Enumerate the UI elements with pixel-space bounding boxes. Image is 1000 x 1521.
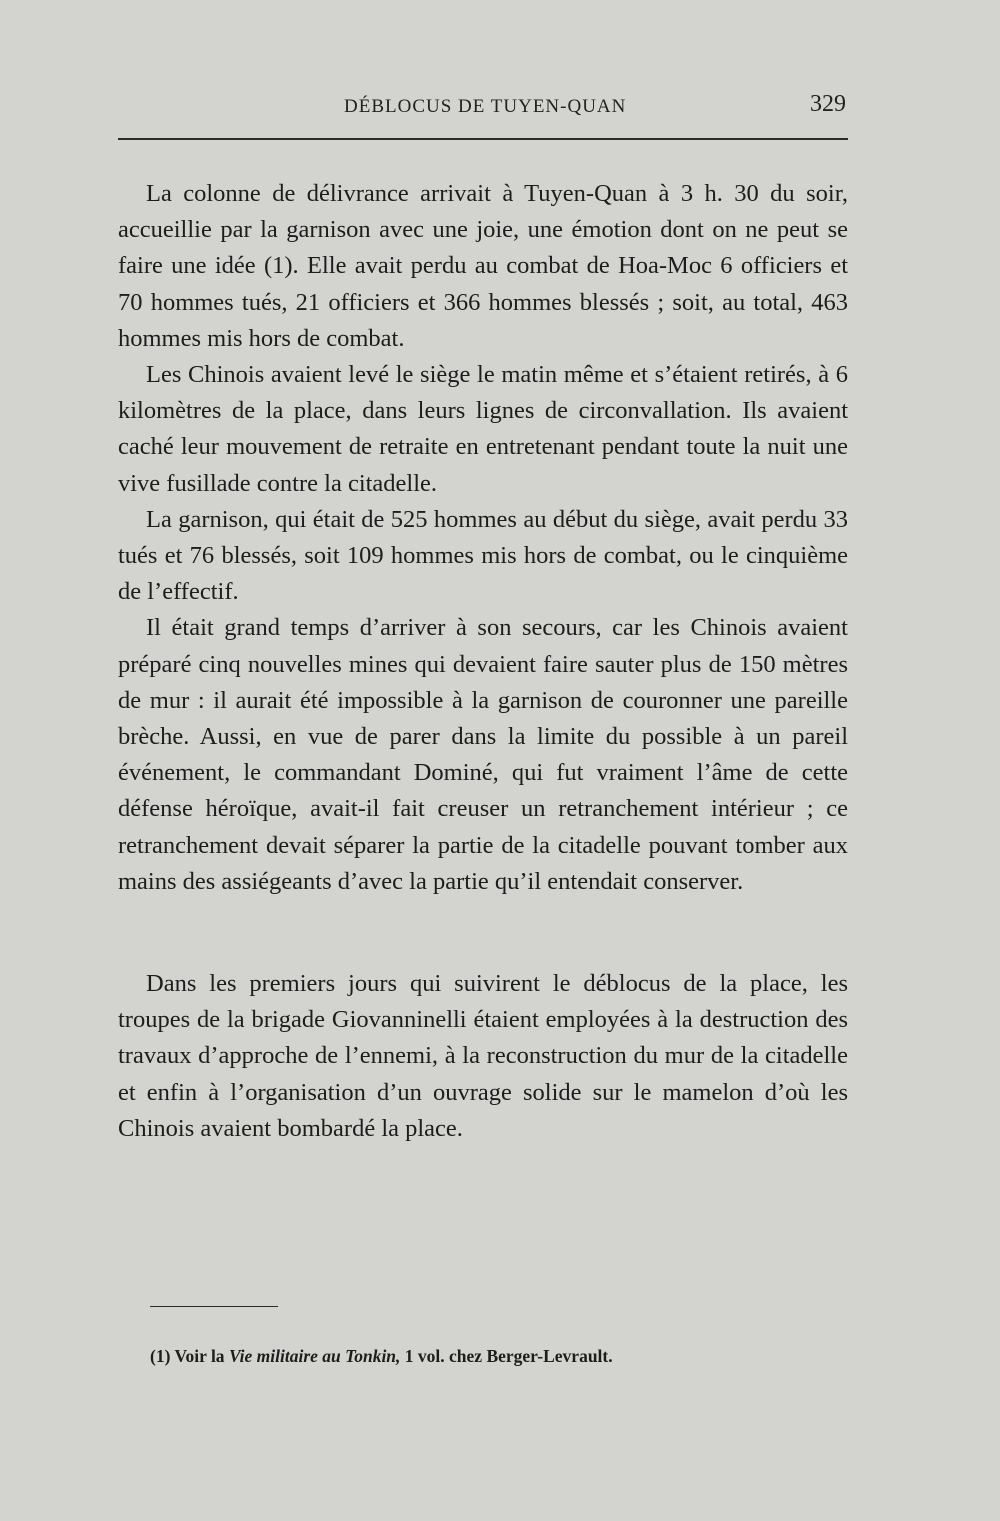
footnote-number: (1) <box>150 1346 171 1366</box>
footnote-rule <box>150 1306 278 1307</box>
body-text <box>118 176 848 1147</box>
paragraph-3: La garnison, qui était de 525 hommes au début du siège, avait perdu 33 tués et 76 blessés, soit 109 hommes mis hors de combat, ou le cinquième de l’effectif. <box>118 505 848 606</box>
page-header <box>118 88 848 128</box>
paragraph-2: Les Chinois avaient levé le siège le matin même et s’étaient retirés, à 6 kilomètres de la place, dans leurs lignes de circonvallation. Ils avaient caché leur mouvement de retraite en entretenant pendant toute la nuit une vive fusillade contre la citadelle. <box>118 361 848 497</box>
footnote-title: Vie militaire au Tonkin, <box>228 1346 401 1366</box>
paragraph-5: Dans les premiers jours qui suivirent le déblocus de la place, les troupes de la brigade Giovanninelli étaient employées à la destruction des travaux d’approche de l’ennemi, à la reconstruction du mur de la citadelle et enfin à l’organisation d’un ouvrage solide sur le mamelon d’où les Chinois avaient bombardé la place. <box>118 970 848 1142</box>
footnote-suffix: 1 vol. chez Berger-Levrault. <box>404 1346 613 1366</box>
running-title: DÉBLOCUS DE TUYEN-QUAN <box>344 96 627 117</box>
header-rule <box>118 138 848 140</box>
footnote-prefix: Voir la <box>174 1346 225 1366</box>
paragraph-4: Il était grand temps d’arriver à son secours, car les Chinois avaient préparé cinq nouvelles mines qui devaient faire sauter plus de 150 mètres de mur : il aurait été impossible à la garnison de couronner une pareille brèche. Aussi, en vue de parer dans la limite du possible à un pareil événement, le commandant Dominé, qui fut vraiment l’âme de cette défense héroïque, avait-il fait creuser un retranchement intérieur ; ce retranchement devait séparer la partie de la citadelle pouvant tomber aux mains des assiégeants d’avec la partie qu’il entendait conserver. <box>118 614 848 895</box>
footnote <box>150 1345 850 1367</box>
page-number: 329 <box>810 91 846 117</box>
paragraph-1: La colonne de délivrance arrivait à Tuyen-Quan à 3 h. 30 du soir, accueillie par la garnison avec une joie, une émotion dont on ne peut se faire une idée (1). Elle avait perdu au combat de Hoa-Moc 6 officiers et 70 hommes tués, 21 officiers et 366 hommes blessés ; soit, au total, 463 hommes mis hors de combat. <box>118 180 848 352</box>
